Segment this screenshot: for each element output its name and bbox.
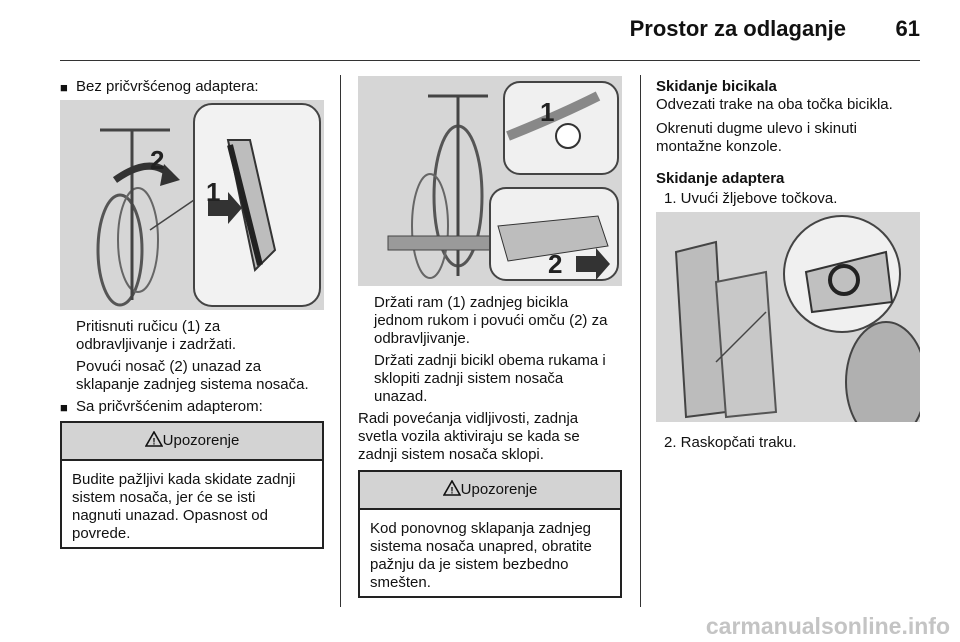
header-rule — [60, 60, 920, 61]
carrier-illustration — [60, 100, 324, 310]
carrier-illustration — [358, 76, 622, 286]
body-line: svetla vozila aktiviraju se kada se — [358, 428, 580, 445]
warning-line: pažnju da je sistem bezbedno — [370, 556, 569, 573]
bullet-text: Bez pričvršćenog adaptera: — [76, 78, 259, 95]
warning-title: Upozorenje — [460, 481, 538, 498]
body-line: zadnji sistem nosača sklopi. — [358, 446, 544, 463]
body-line: montažne konzole. — [656, 138, 782, 155]
step-item: 1. Uvući žljebove točkova. — [664, 190, 838, 207]
page-title: Prostor za odlaganje — [629, 16, 846, 41]
warning-line: nagnuti unazad. Opasnost od — [72, 507, 268, 524]
section-heading: Skidanje adaptera — [656, 170, 785, 187]
body-line: Okrenuti dugme ulevo i skinuti — [656, 120, 857, 137]
instruction-line: odbravljivanje. — [374, 330, 470, 347]
instruction-line: Držati ram (1) zadnjeg bicikla — [374, 294, 569, 311]
warning-line: smešten. — [370, 574, 431, 591]
instruction-line: sklapanje zadnjeg sistema nosača. — [76, 376, 309, 393]
instruction-line: Povući nosač (2) unazad za — [76, 358, 262, 375]
bullet-icon: ■ — [60, 400, 68, 415]
body-line: Odvezati trake na oba točka bicikla. — [656, 96, 893, 113]
figure-label: 1 — [540, 97, 555, 127]
warning-line: sistem nosača, jer će se isti — [72, 489, 256, 506]
warning-title: Upozorenje — [162, 432, 240, 449]
instruction-line: unazad. — [374, 388, 428, 405]
instruction-line: sklopiti zadnji sistem nosača — [374, 370, 564, 387]
instruction-line: jednom rukom i povući omču (2) za — [374, 312, 608, 329]
figure-label: 1 — [206, 177, 221, 207]
figure-label: 2 — [150, 145, 165, 175]
page-number: 61 — [895, 16, 920, 41]
step-item: 2. Raskopčati traku. — [664, 434, 797, 451]
warning-line: sistema nosača unapred, obratite — [370, 538, 592, 555]
warning-header — [360, 472, 620, 510]
warning-header — [62, 423, 322, 461]
instruction-line: Pritisnuti ručicu (1) za — [76, 318, 221, 335]
figure-adapter — [656, 212, 920, 422]
warning-box — [60, 421, 324, 549]
column-divider — [640, 75, 641, 607]
warning-line: Kod ponovnog sklapanja zadnjeg — [370, 520, 592, 537]
watermark: carmanualsonline.info — [705, 613, 950, 639]
warning-line: povrede. — [72, 525, 131, 542]
warning-box — [358, 470, 622, 598]
bullet-icon: ■ — [60, 80, 68, 95]
bullet-text: Sa pričvršćenim adapterom: — [76, 398, 263, 415]
column-divider — [340, 75, 341, 607]
figure-label: 2 — [548, 249, 563, 279]
warning-line: Budite pažljivi kada skidate zadnji — [72, 471, 296, 488]
figure-bike-carrier-1 — [60, 100, 324, 310]
warning-triangle-icon — [443, 480, 461, 501]
warning-triangle-icon — [145, 431, 163, 452]
instruction-line: odbravljivanje i zadržati. — [76, 336, 237, 353]
section-heading: Skidanje bicikala — [656, 78, 777, 95]
svg-text:!: ! — [152, 436, 156, 446]
svg-text:!: ! — [450, 485, 454, 495]
figure-bike-carrier-2 — [358, 76, 622, 286]
body-line: Radi povećanja vidljivosti, zadnja — [358, 410, 579, 427]
adapter-illustration — [656, 212, 920, 422]
instruction-line: Držati zadnji bicikl obema rukama i — [374, 352, 606, 369]
